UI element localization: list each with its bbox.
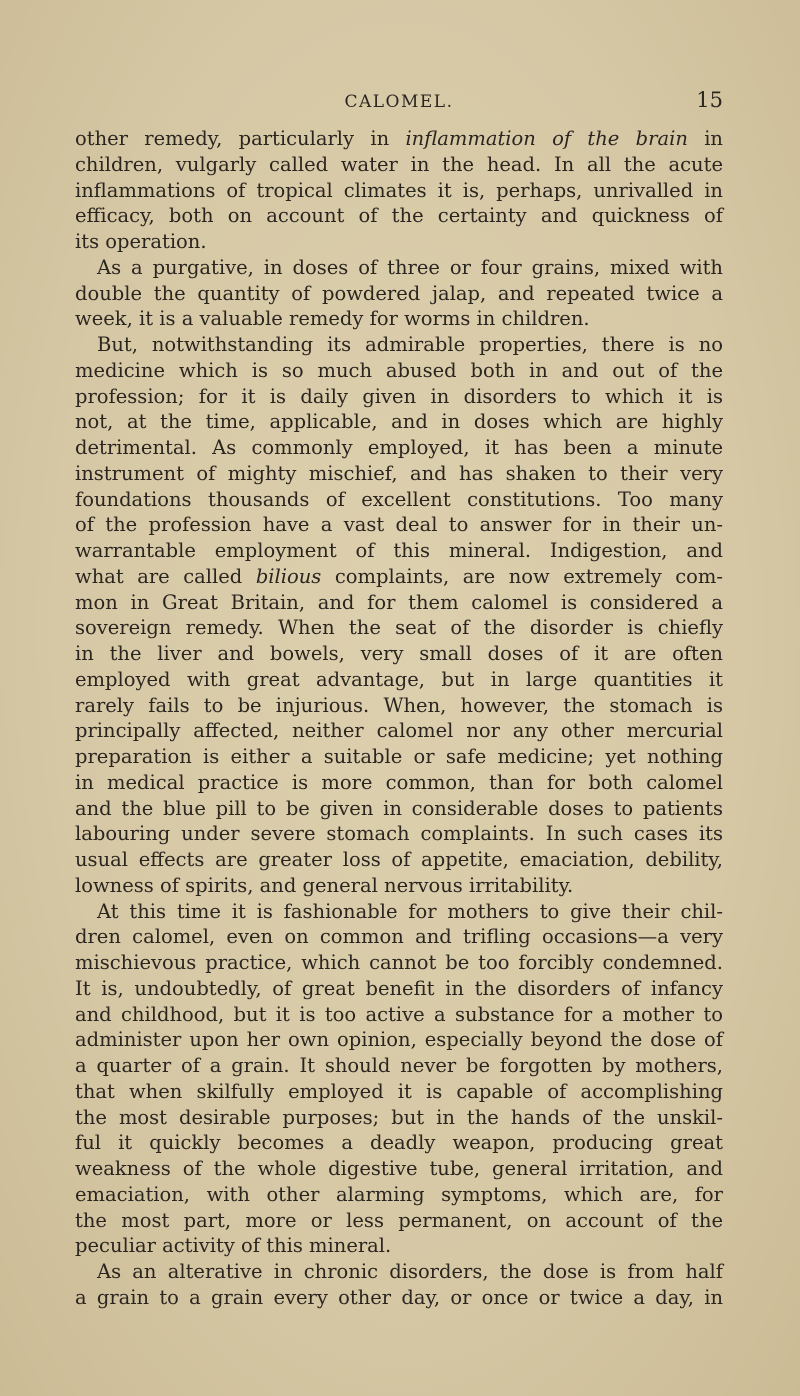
italic-text: inflammation of the brain [405, 127, 688, 150]
text-segment: But, notwithstanding its admirable properties, there is no [97, 333, 723, 356]
text-line [75, 409, 723, 435]
text-segment: rarely fails to be injurious. When, however, the stomach is [75, 693, 723, 717]
text-segment: instrument of mighty mischief, and has shaken to their very [75, 461, 723, 485]
text-segment: As a purgative, in doses of three or four grains, mixed with [97, 255, 723, 279]
text-line [75, 1156, 723, 1182]
italic-text: bilious [255, 564, 322, 588]
text-line [75, 512, 723, 538]
text-line [75, 770, 723, 796]
page-header [75, 88, 723, 116]
text-line [75, 538, 723, 564]
text-segment: labouring under severe stomach complaints. In such cases its [75, 822, 723, 846]
text-line [75, 1053, 723, 1079]
text-segment: a grain to a grain every other day, or once or twice a day, in [75, 1285, 723, 1309]
text-line [75, 126, 723, 152]
text-segment: principally affected, neither calomel nor any other mercurial [75, 719, 723, 743]
text-segment: in [687, 127, 723, 150]
text-line [75, 718, 723, 744]
text-segment: As an alterative in chronic disorders, the dose is from half [97, 1260, 723, 1283]
text-line [75, 152, 723, 178]
text-segment: mischievous practice, which cannot be too forcibly condemned. [75, 951, 723, 974]
text-line [75, 1105, 723, 1131]
text-segment: employed with great advantage, but in large quantities it [75, 667, 723, 691]
text-line [75, 564, 723, 590]
text-line [75, 590, 723, 616]
text-segment: and childhood, but it is too active a substance for a mother to [75, 1002, 723, 1026]
text-segment: in the liver and bowels, very small doses of it are often [75, 642, 723, 665]
text-segment: efficacy, both on account of the certainty and quickness of [75, 204, 723, 228]
text-segment: complaints, are now extremely com- [321, 564, 723, 588]
text-line [75, 203, 723, 229]
text-line [75, 255, 723, 281]
text-line [75, 950, 723, 976]
text-segment: peculiar activity of this mineral. [75, 1234, 392, 1258]
text-line [75, 976, 723, 1002]
text-segment: emaciation, with other alarming symptoms, which are, for [75, 1182, 723, 1206]
text-line [75, 1079, 723, 1105]
text-line [75, 487, 723, 513]
text-segment: sovereign remedy. When the seat of the disorder is chiefly [75, 616, 723, 640]
text-segment: administer upon her own opinion, especially beyond the dose of [75, 1028, 723, 1052]
text-segment: mon in Great Britain, and for them calomel is considered a [75, 590, 723, 614]
text-segment: ful it quickly becomes a deadly weapon, producing great [75, 1131, 723, 1155]
text-line [75, 461, 723, 487]
text-line [75, 1002, 723, 1028]
text-segment: children, vulgarly called water in the head. In all the acute [75, 152, 723, 176]
text-segment: It is, undoubtedly, of great benefit in the disorders of infancy [75, 976, 723, 1000]
text-line [75, 1259, 723, 1285]
text-line [75, 229, 723, 255]
text-segment: At this time it is fashionable for mothers to give their chil- [97, 899, 723, 923]
text-line [75, 821, 723, 847]
text-line [75, 1182, 723, 1208]
text-line [75, 899, 723, 925]
text-segment: preparation is either a suitable or safe medicine; yet nothing [75, 745, 723, 768]
text-line [75, 358, 723, 384]
text-line [75, 1208, 723, 1234]
text-line [75, 281, 723, 307]
text-line [75, 873, 723, 899]
text-line [75, 1130, 723, 1156]
text-line [75, 1027, 723, 1053]
text-segment: of the profession have a vast deal to answer for in their un- [75, 513, 723, 537]
text-segment: lowness of spirits, and general nervous irritability. [75, 873, 574, 897]
text-segment: foundations thousands of excellent constitutions. Too many [75, 487, 723, 511]
text-segment: warrantable employment of this mineral. Indigestion, and [75, 539, 723, 562]
text-segment: the most part, more or less permanent, on account of the [75, 1208, 723, 1232]
text-line [75, 384, 723, 410]
text-segment: inflammations of tropical climates it is, perhaps, unrivalled in [75, 178, 723, 202]
text-segment: weakness of the whole digestive tube, general irritation, and [75, 1157, 723, 1180]
text-line [75, 924, 723, 950]
text-segment: week, it is a valuable remedy for worms in children. [75, 307, 590, 331]
text-line [75, 332, 723, 358]
text-segment: and the blue pill to be given in considerable doses to patients [75, 796, 723, 820]
text-line [75, 435, 723, 461]
text-line [75, 306, 723, 332]
text-segment: other remedy, particularly in [75, 127, 406, 150]
text-line [75, 615, 723, 641]
text-segment: that when skilfully employed it is capable of accomplishing [75, 1079, 723, 1103]
text-segment: what are called [75, 564, 256, 588]
text-line [75, 667, 723, 693]
text-line [75, 641, 723, 667]
text-line [75, 796, 723, 822]
page-number: 15 [696, 88, 723, 112]
text-segment: the most desirable purposes; but in the hands of the unskil- [75, 1105, 723, 1129]
text-segment: in medical practice is more common, than for both calomel [75, 770, 723, 794]
text-segment: usual effects are greater loss of appetite, emaciation, debility, [75, 848, 723, 871]
body-text [75, 126, 723, 1311]
text-segment: a quarter of a grain. It should never be forgotten by mothers, [75, 1054, 723, 1077]
text-segment: profession; for it is daily given in disorders to which it is [75, 384, 723, 408]
text-segment: not, at the time, applicable, and in doses which are highly [75, 410, 723, 434]
text-line [75, 1285, 723, 1311]
text-segment: medicine which is so much abused both in and out of the [75, 358, 723, 382]
text-segment: detrimental. As commonly employed, it has been a minute [75, 436, 723, 459]
text-line [75, 1233, 723, 1259]
text-segment: double the quantity of powdered jalap, and repeated twice a [75, 281, 723, 305]
text-line [75, 744, 723, 770]
running-title: CALOMEL. [344, 92, 454, 112]
text-line [75, 178, 723, 204]
text-line [75, 847, 723, 873]
text-line [75, 693, 723, 719]
text-segment: dren calomel, even on common and trifling occasions—a very [75, 925, 723, 949]
text-segment: its operation. [75, 230, 207, 253]
